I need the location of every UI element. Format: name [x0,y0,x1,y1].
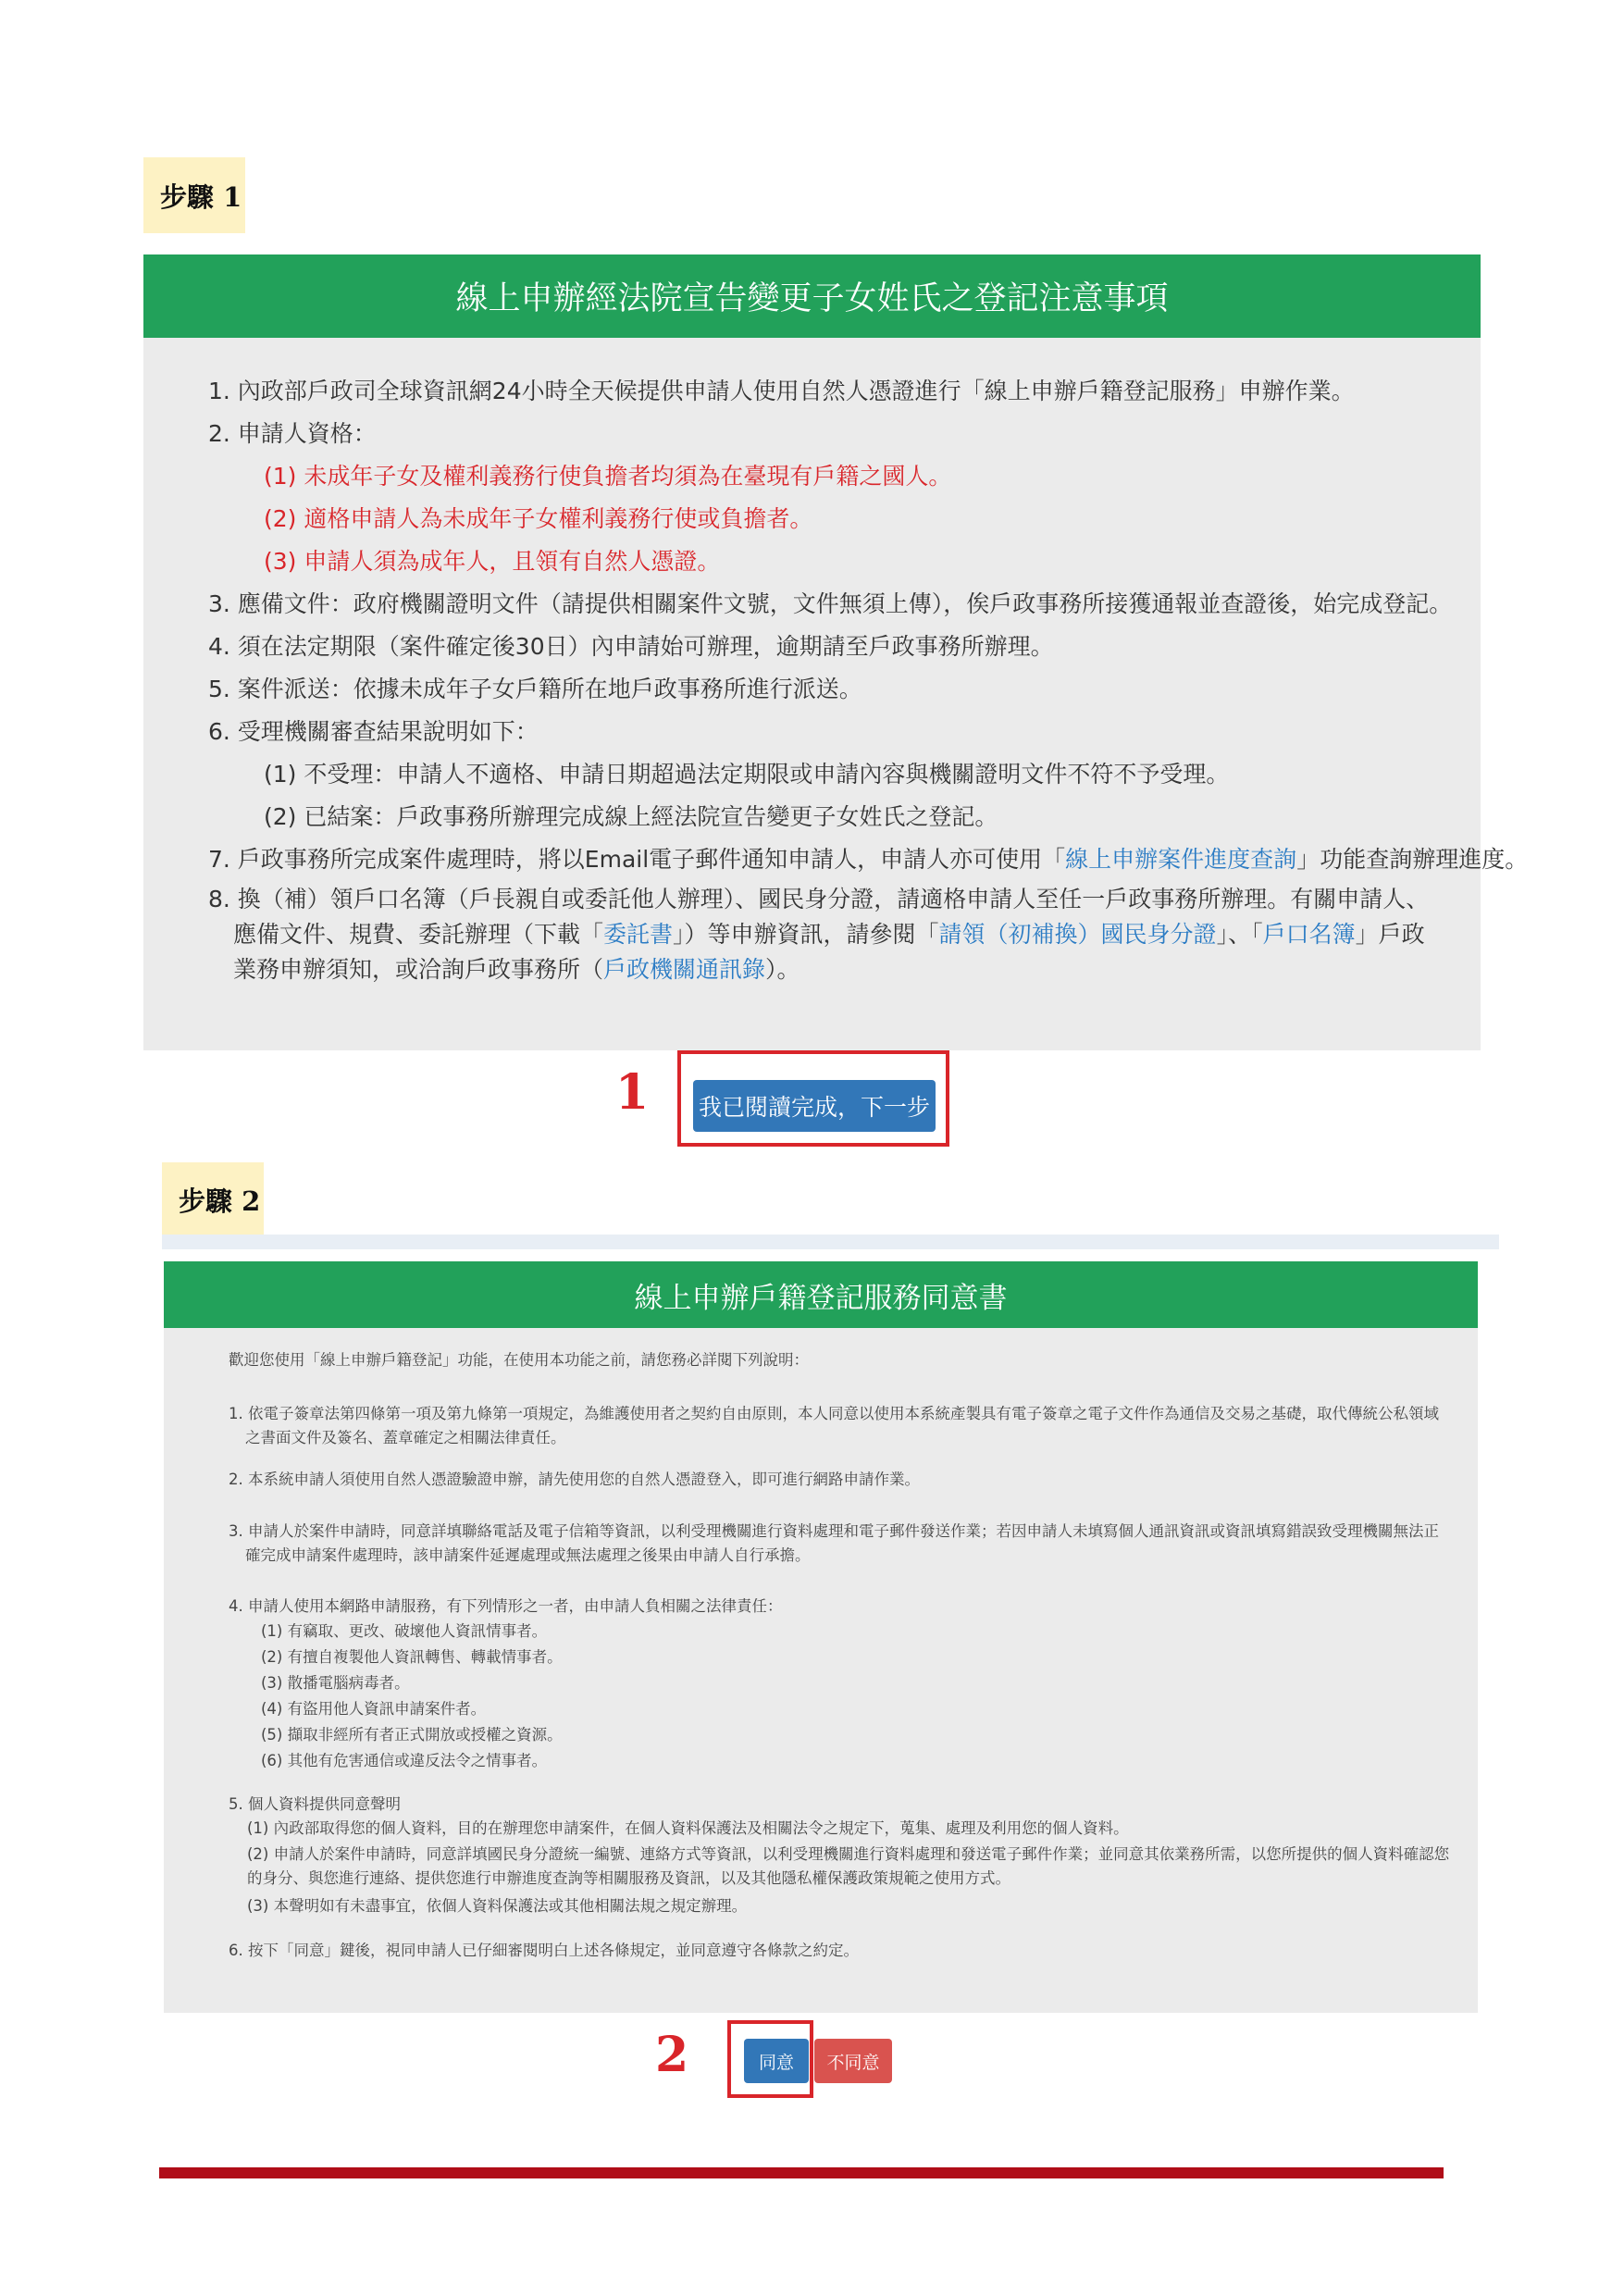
notice-item-2: 2. 申請人資格： [208,420,377,447]
annotation-2: 2 [655,2027,689,2083]
case-progress-link[interactable]: 線上申辦案件進度查詢 [1065,846,1297,873]
consent-clause-2: 2. 本系統申請人須使用自然人憑證驗證申辦，請先使用您的自然人憑證登入，即可進行網路申請作業。 [229,1471,920,1488]
consent-clause-6: 6. 按下「同意」鍵後，視同申請人已仔細審閱明白上述各條規定，並同意遵守各條款之約定。 [229,1942,859,1959]
notice-item-2-1: (1) 未成年子女及權利義務行使負擔者均須為在臺現有戶籍之國人。 [264,463,952,490]
panel2-top-strip [162,1235,1499,1249]
consent-clause-4-5: (5) 擷取非經所有者正式開放或授權之資源。 [261,1726,563,1744]
consent-clause-5: 5. 個人資料提供同意聲明 [229,1795,401,1813]
notice-item-7: 7. 戶政事務所完成案件處理時，將以Email電子郵件通知申請人，申請人亦可使用「線上申辦案件進度查詢」功能查詢辦理進度。 [208,846,1529,873]
panel2-consent-body [164,1328,1478,2013]
consent-clause-3: 3. 申請人於案件申請時，同意詳填聯絡電話及電子信箱等資訊，以利受理機關進行資料處理和電子郵件發送作業；若因申請人未填寫個人通訊資訊或資訊填寫錯誤致受理機關無法正確完成申請案件處理時，該申請案件延遲處理或無法處理之後果由申請人自行承擔。 [229,1522,1439,1564]
consent-clause-4-1: (1) 有竊取、更改、破壞他人資訊情事者。 [261,1622,548,1640]
consent-clause-5-1: (1) 內政部取得您的個人資料，目的在辦理您申請案件，在個人資料保護法及相關法令之規定下，蒐集、處理及利用您的個人資料。 [247,1819,1129,1837]
notice-item-8: 8. 換（補）領戶口名簿（戶長親自或委託他人辦理）、國民身分證，請適格申請人至任一戶政事務所辦理。有關申請人、應備文件、規費、委託辦理（下載「委託書」）等申辦資訊，請參閱「請領（初補換）國民身分證」、「戶口名簿」戶政業務申辦須知，或洽詢戶政事務所（戶政機關通訊錄）。 [208,886,1430,983]
read-complete-next-button[interactable]: 我已閱讀完成，下一步 [693,1080,936,1132]
footer-divider [159,2167,1444,2178]
consent-clause-4: 4. 申請人使用本網路申請服務，有下列情形之一者，由申請人負相關之法律責任： [229,1597,783,1615]
consent-clause-5-3: (3) 本聲明如有未盡事宜，依個人資料保護法或其他相關法規之規定辦理。 [247,1897,748,1915]
notice-item-6-1: (1) 不受理：申請人不適格、申請日期超過法定期限或申請內容與機關證明文件不符不予受理。 [264,761,1230,788]
notice-item-2-2: (2) 適格申請人為未成年子女權利義務行使或負擔者。 [264,505,813,532]
consent-clause-5-2: (2) 申請人於案件申請時，同意詳填國民身分證統一編號、連絡方式等資訊，以利受理機關進行資料處理和發送電子郵件作業；並同意其依業務所需，以您所提供的個人資料確認您的身分、與您進行連絡、提供您進行申辦進度查詢等相關服務及資訊，以及其他隱私權保護政策規範之使用方式。 [247,1845,1450,1887]
agree-button[interactable]: 同意 [744,2039,809,2083]
notice-item-6: 6. 受理機關審查結果說明如下： [208,718,539,745]
step-2-label: 步驟 2 [162,1162,264,1236]
notice-item-6-2: (2) 已結案：戶政事務所辦理完成線上經法院宣告變更子女姓氏之登記。 [264,803,998,830]
consent-clause-4-2: (2) 有擅自複製他人資訊轉售、轉載情事者。 [261,1648,563,1666]
consent-clause-4-3: (3) 散播電腦病毒者。 [261,1674,410,1692]
notice-item-2-3: (3) 申請人須為成年人，且領有自然人憑證。 [264,548,721,575]
office-directory-link[interactable]: 戶政機關通訊錄 [603,956,766,983]
annotation-1: 1 [615,1064,650,1121]
household-register-link[interactable]: 戶口名簿 [1262,921,1356,948]
consent-intro: 歡迎您使用「線上申辦戶籍登記」功能，在使用本功能之前，請您務必詳閱下列說明： [229,1351,809,1369]
panel1-title: 線上申辦經法院宣告變更子女姓氏之登記注意事項 [143,254,1481,338]
id-card-link[interactable]: 請領（初補換）國民身分證 [938,921,1217,948]
disagree-button[interactable]: 不同意 [814,2039,892,2083]
power-of-attorney-link[interactable]: 委託書 [603,921,674,948]
consent-clause-1: 1. 依電子簽章法第四條第一項及第九條第一項規定，為維護使用者之契約自由原則，本人同意以使用本系統產製具有電子簽章之電子文件作為通信及交易之基礎，取代傳統公私領域之書面文件及簽名、蓋章確定之相關法律責任。 [229,1405,1439,1446]
step-1-label: 步驟 1 [143,157,245,233]
consent-clause-4-4: (4) 有盜用他人資訊申請案件者。 [261,1700,487,1718]
notice-item-3: 3. 應備文件：政府機關證明文件（請提供相關案件文號，文件無須上傳），俟戶政事務所接獲通報並查證後，始完成登記。 [208,590,1453,617]
panel2-title: 線上申辦戶籍登記服務同意書 [164,1261,1478,1328]
notice-item-5: 5. 案件派送：依據未成年子女戶籍所在地戶政事務所進行派送。 [208,676,862,702]
notice-item-1: 1. 內政部戶政司全球資訊網24小時全天候提供申請人使用自然人憑證進行「線上申辦戶籍登記服務」申辦作業。 [208,378,1355,404]
notice-item-4: 4. 須在法定期限（案件確定後30日）內申請始可辦理，逾期請至戶政事務所辦理。 [208,633,1054,660]
consent-clause-4-6: (6) 其他有危害通信或違反法令之情事者。 [261,1752,548,1769]
panel1-notice-body [143,338,1529,1050]
